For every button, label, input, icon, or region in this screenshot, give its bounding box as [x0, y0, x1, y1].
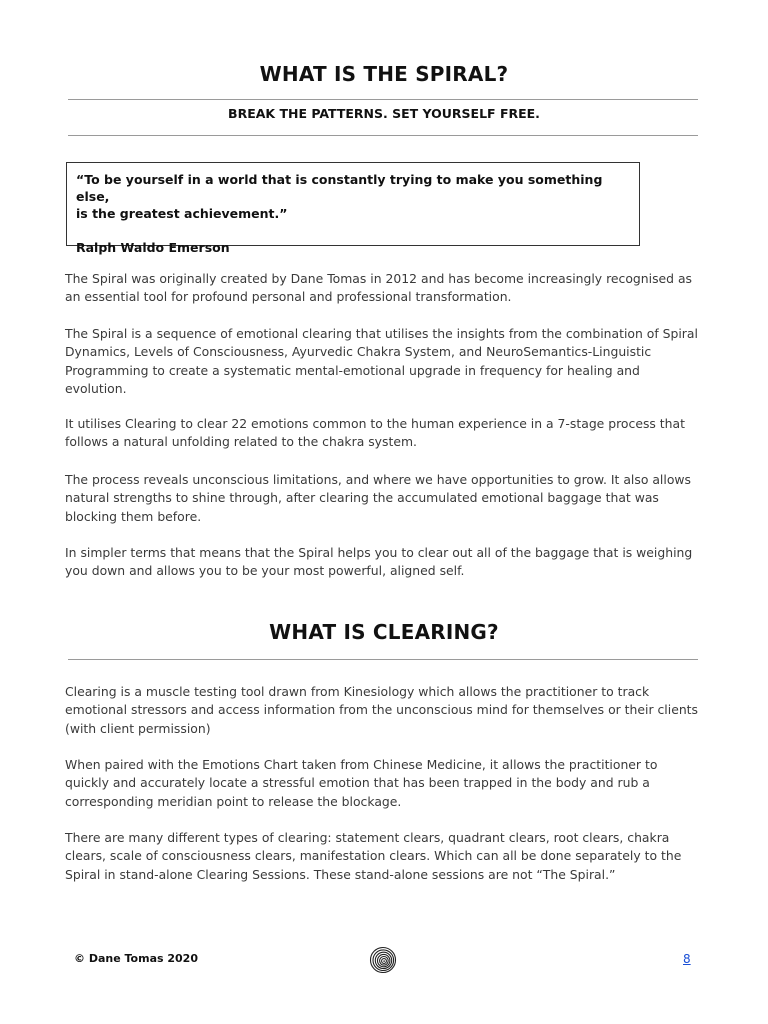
quote-box: [66, 162, 640, 255]
section-title-clearing: WHAT IS CLEARING?: [269, 620, 499, 644]
paragraph: The Spiral was originally created by Dane Tomas in 2012 and has become increasingly recognised as an essential tool for profound personal and professional transformation.: [65, 271, 693, 305]
title-divider: [68, 99, 698, 100]
subtitle-divider: [68, 135, 698, 136]
paragraph: It utilises Clearing to clear 22 emotions common to the human experience in a 7-stage process that follows a natural unfolding related to the chakra system.: [65, 416, 685, 450]
quote-line-2: is the greatest achievement.”: [76, 206, 288, 221]
quote-line-1: “To be yourself in a world that is constantly trying to make you something else,: [76, 172, 603, 204]
paragraph: Clearing is a muscle testing tool drawn from Kinesiology which allows the practitioner to track emotional stressors and access information from the unconscious mind for themselves or their clients (with client permission): [65, 684, 698, 736]
section-title-spiral: WHAT IS THE SPIRAL?: [259, 62, 509, 86]
footer-copyright: © Dane Tomas 2020: [74, 952, 198, 965]
paragraph: The process reveals unconscious limitations, and where we have opportunities to grow. It also allows natural strengths to shine through, after clearing the accumulated emotional baggage that was blocking them before.: [65, 472, 691, 524]
page-number-link[interactable]: 8: [683, 952, 691, 966]
quote-author: Ralph Waldo Emerson: [76, 240, 230, 255]
paragraph: When paired with the Emotions Chart taken from Chinese Medicine, it allows the practitioner to quickly and accurately locate a stressful emotion that has been trapped in the body and rub a corresponding meridian point to release the blockage.: [65, 757, 658, 809]
paragraph: There are many different types of clearing: statement clears, quadrant clears, root clears, chakra clears, scale of consciousness clears, manifestation clears. Which can all be done separately to the Spiral in stand-alone Clearing Sessions. These stand-alone sessions are not “The Spiral.”: [65, 830, 682, 882]
clearing-divider: [68, 659, 698, 660]
section-subtitle: BREAK THE PATTERNS. SET YOURSELF FREE.: [228, 106, 540, 121]
paragraph: In simpler terms that means that the Spiral helps you to clear out all of the baggage that is weighing you down and allows you to be your most powerful, aligned self.: [65, 545, 693, 579]
paragraph: The Spiral is a sequence of emotional clearing that utilises the insights from the combination of Spiral Dynamics, Levels of Consciousness, Ayurvedic Chakra System, and NeuroSemantics-Linguistic Programming to create a systematic mental-emotional upgrade in frequency for healing and evolution.: [65, 326, 698, 396]
spiral-logo-icon: [369, 946, 397, 974]
